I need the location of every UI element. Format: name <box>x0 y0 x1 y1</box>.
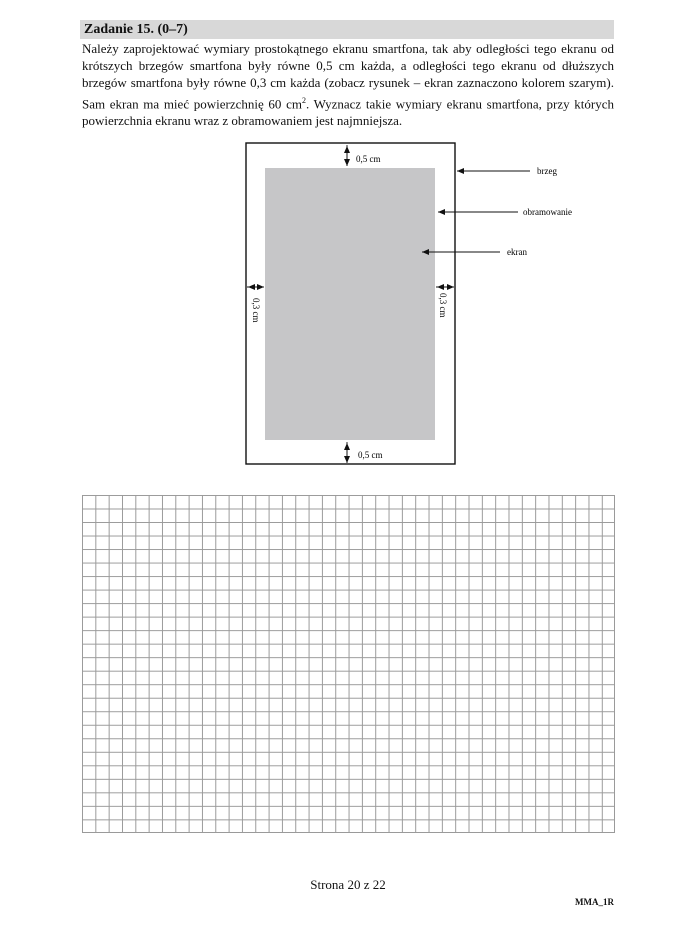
frame-label: obramowanie <box>523 207 572 217</box>
phone-screen <box>265 168 435 440</box>
dim-bottom-label: 0,5 cm <box>358 450 383 460</box>
task-title: Zadanie 15. (0–7) <box>84 22 188 37</box>
exam-code: MMA_1R <box>575 897 614 907</box>
dim-top-label: 0,5 cm <box>356 154 381 164</box>
task-text-part2: . Wyznacz takie wymiary ekranu smartfona, przy których powierzchnia ekranu wraz z obramowaniem jest najmniejsza. <box>82 95 614 129</box>
edge-label: brzeg <box>537 166 557 176</box>
task-superscript: 2 <box>301 95 306 105</box>
dim-left-label: 0,3 cm <box>251 298 261 323</box>
answer-grid[interactable] <box>82 495 615 833</box>
screen-label: ekran <box>507 247 527 257</box>
page-number: Strona 20 z 22 <box>310 877 386 892</box>
dim-right-label: 0,3 cm <box>438 293 448 318</box>
task-text-part1: Należy zaprojektować wymiary prostokątnego ekranu smartfona, tak aby odległości tego ekranu od krótszych brzegów smartfona były równe 0,5 cm każda, a odległości tego ekranu od dłuższych brzegów smartfona były równe 0,3 cm każda (zobacz rysunek – ekran zaznaczono kolorem szarym). Sam ekran ma mieć powierzchnię 60 cm <box>82 41 614 111</box>
